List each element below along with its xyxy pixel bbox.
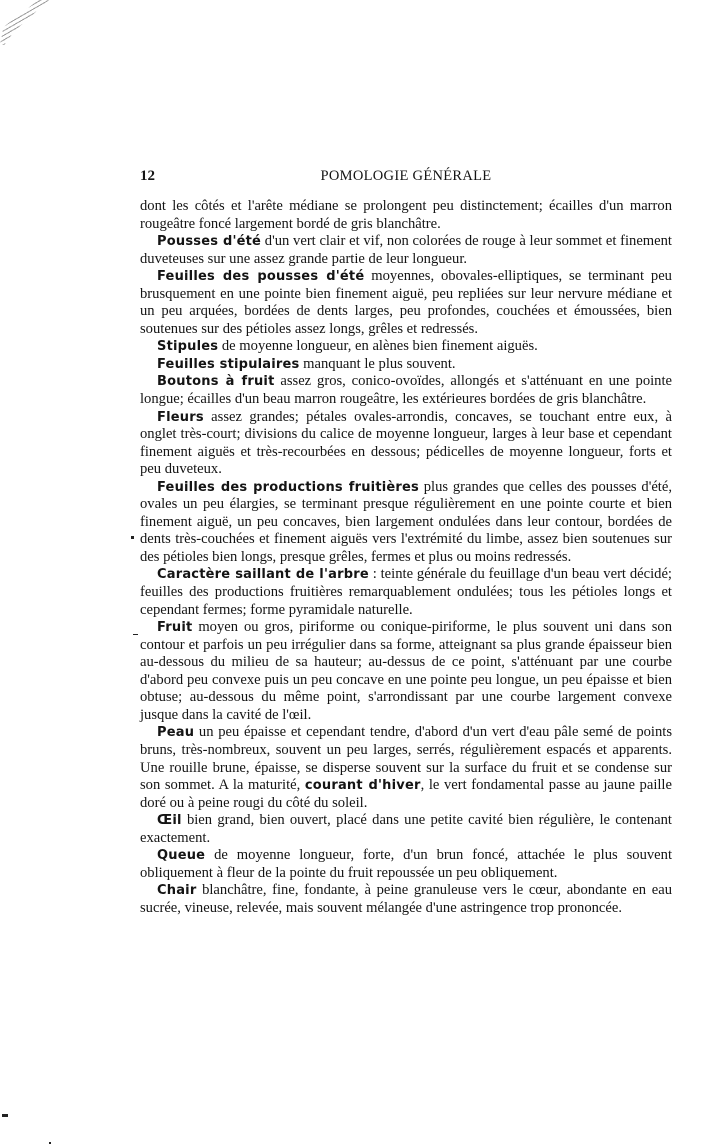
term-heading: Fleurs	[157, 409, 204, 425]
term-heading: Queue	[157, 848, 206, 864]
paragraph	[140, 882, 672, 917]
paragraph-text: assez grandes; pétales ovales-arrondis, concaves, se touchant entre eux, à onglet très-court; divisions du calice de moyenne longueur, larges à leur base et cependant finement aiguës et très-recourbées en dessous; pédicelles de moyenne longueur, forts et peu duveteux.	[140, 408, 672, 478]
body-text	[140, 198, 672, 917]
page-header	[140, 168, 672, 188]
term-heading: Feuilles des productions fruitières	[157, 479, 419, 495]
paragraph-text: de moyenne longueur, en alènes bien finement aiguës.	[218, 338, 538, 355]
paragraph	[140, 479, 672, 567]
paragraph	[140, 566, 672, 619]
term-heading: Feuilles des pousses d'été	[157, 269, 365, 285]
running-title: POMOLOGIE GÉNÉRALE	[320, 168, 492, 184]
paragraph-text: un peu épaisse et cependant tendre, d'abord d'un vert d'eau pâle semé de points bruns, très-nombreux, souvent un peu larges, serrés, régulièrement espacés et apparents. Une rouille brune, épaisse, se disperse souvent sur la surface du fruit et se condense sur son sommet. A la maturité,	[140, 724, 672, 794]
paragraph	[140, 338, 672, 356]
term-heading: Pousses d'été	[157, 234, 262, 250]
paragraph-text: moyennes, obovales-elliptiques, se terminant peu brusquement en une pointe bien finement aiguë, peu repliées sur leur nervure médiane et un peu arquées, bordées de dents larges, peu profondes, couchées et émoussées, bien soutenues sur des pétioles assez longs, grêles et redressés.	[140, 268, 672, 337]
scan-speck	[49, 1142, 51, 1144]
paragraph-text: plus grandes que celles des pousses d'été, ovales un peu élargies, se terminant presque régulièrement en une pointe courte et bien finement aiguë, un peu concaves, bien largement ondulées dans leur contour, bordées de dents très-couchées et finement aiguës vers l'extrémité du limbe, assez bien soutenues sur des pétioles bien longs, presque grêles, fermes et plus ou moins redressés.	[140, 478, 672, 565]
scan-artifact	[0, 0, 70, 45]
paragraph-text: dont les côtés et l'arête médiane se prolongent peu distinctement; écailles d'un marron rougeâtre foncé largement bordé de gris blanchâtre.	[140, 198, 672, 232]
term-heading: Caractère saillant de l'arbre	[157, 567, 369, 583]
paragraph	[140, 409, 672, 479]
term-heading: Peau	[157, 725, 195, 741]
term-heading: Feuilles stipulaires	[157, 356, 300, 372]
paragraph-text: d'un vert clair et vif, non colorées de rouge à leur sommet et finement duveteuses sur une assez grande partie de leur longueur.	[140, 233, 672, 267]
paragraph	[140, 198, 672, 233]
paragraph-text: moyen ou gros, piriforme ou conique-piriforme, le plus souvent uni dans son contour et parfois un peu irrégulier dans sa forme, atteignant sa plus grande épaisseur bien au-dessous du milieu de sa hauteur; au-dessus de ce point, s'atténuant par une courbe d'abord peu convexe puis un peu concave en une pointe peu longue, un peu épaisse et bien obtuse; au-dessous du même point, s'arrondissant par une courbe largement convexe jusque dans la cavité de l'œil.	[140, 619, 672, 723]
paragraph-text: bien grand, bien ouvert, placé dans une petite cavité bien régulière, le contenant exactement.	[140, 812, 672, 846]
term-heading: Œil	[157, 813, 182, 829]
paragraph	[140, 268, 672, 338]
paragraph	[140, 812, 672, 847]
term-heading: Stipules	[157, 339, 219, 355]
term-heading: Fruit	[157, 620, 193, 636]
paragraph-text: manquant le plus souvent.	[299, 355, 456, 372]
paragraph-text: de moyenne longueur, forte, d'un brun foncé, attachée le plus souvent obliquement à fleur de la pointe du fruit repoussée un peu obliquement.	[140, 847, 672, 881]
paragraph	[140, 356, 672, 374]
page-number: 12	[140, 168, 155, 184]
term-heading: Boutons à fruit	[157, 374, 275, 390]
paragraph-text: assez gros, conico-ovoïdes, allongés et s'atténuant en une pointe longue; écailles d'un beau marron rougeâtre, les extérieures bordées de gris blanchâtre.	[140, 373, 672, 408]
paragraph-text: blanchâtre, fine, fondante, à peine granuleuse vers le cœur, abondante en eau sucrée, vineuse, relevée, mais souvent mélangée d'une astringence trop prononcée.	[140, 882, 672, 916]
paragraph	[140, 847, 672, 882]
scan-speck	[131, 536, 134, 539]
scan-speck	[2, 1114, 8, 1117]
paragraph-text: , le vert fondamental passe au jaune paille doré ou à peine rougi du côté du soleil.	[140, 777, 672, 811]
term-heading: Chair	[157, 883, 197, 899]
scan-speck	[133, 634, 138, 635]
paragraph	[140, 619, 672, 724]
paragraph-text: : teinte générale du feuillage d'un beau vert décidé; feuilles des productions fruitières remarquablement ondulées; tous les pétioles longs et cependant fermes; forme pyramidale naturelle.	[140, 566, 672, 618]
term-inline: courant d'hiver	[304, 778, 421, 794]
paragraph	[140, 233, 672, 268]
paragraph	[140, 373, 672, 408]
paragraph	[140, 724, 672, 812]
